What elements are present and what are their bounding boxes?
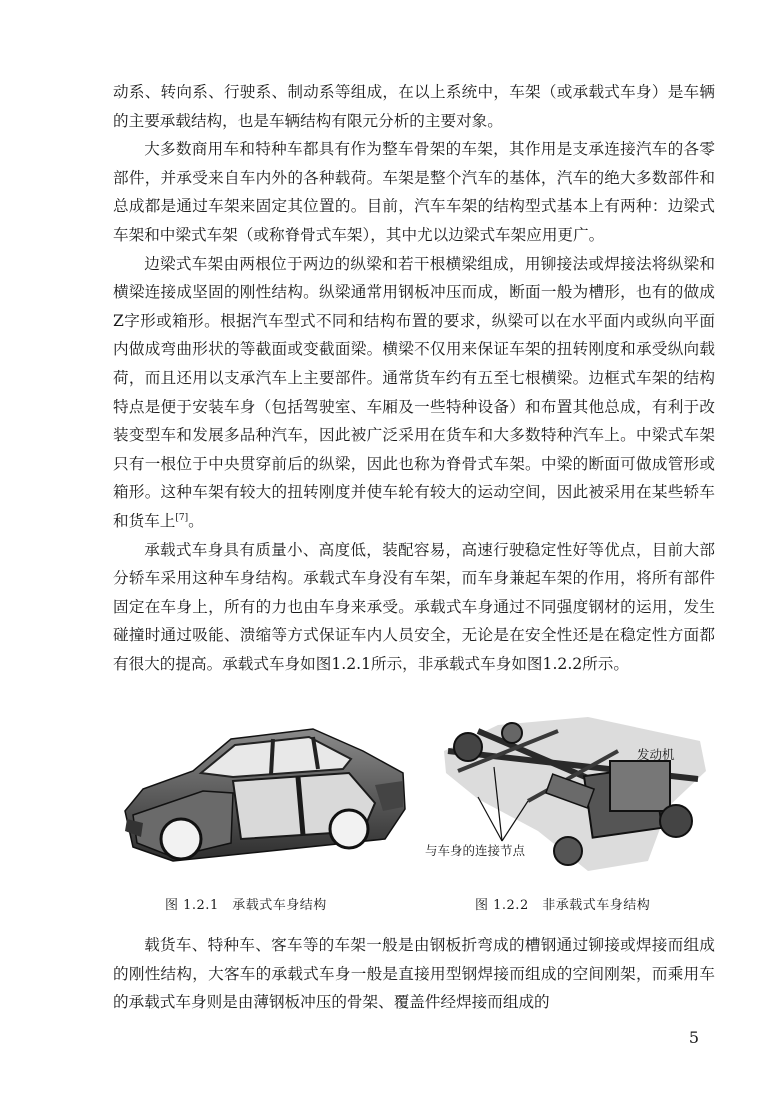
page-number: 5 [688,1028,699,1047]
callout-engine: 发动机 [637,747,675,762]
paragraph-1: 大多数商用车和特种车都具有作为整车骨架的车架，其作用是支承连接汽车的各零部件，并承受来自车内外的各种载荷。车架是整个汽车的基体，汽车的绝大多数部件和总成都是通过车架来固定其位置的。目前，汽车车架的结构型式基本上有两种：边梁式车架和中梁式车架（或称脊骨式车架），其中尤以边梁式车架应用更广。 [113,140,715,244]
paragraph-3: 承载式车身具有质量小、高度低，装配容易，高速行驶稳定性好等优点，目前大部分轿车采用这种车身结构。承载式车身没有车架，而车身兼起车架的作用，将所有部件固定在车身上，所有的力也由车身来承受。承载式车身通过不同强度钢材的运用，发生碰撞时通过吸能、溃缩等方式保证车内人员安全，无论是在安全性还是在稳定性方面都有很大的提高。承载式车身如图1.2.1所示，非承载式车身如图1.2.2所示。 [113,540,715,673]
paragraph-2-tail: 。 [188,511,204,530]
figure-row [113,711,715,911]
paragraph-2-text: 边梁式车架由两根位于两边的纵梁和若干根横梁组成，用铆接法或焊接法将纵梁和横梁连接成坚固的刚性结构。纵梁通常用钢板冲压而成，断面一般为槽形，也有的做成Z字形或箱形。根据汽车型式不同和结构布置的要求，纵梁可以在水平面内或纵向平面内做成弯曲形状的等截面或变截面梁。横梁不仅用来保证车架的扭转刚度和承受纵向载荷，而且还用以支承汽车上主要部件。通常货车约有五至七根横梁。边框式车架的结构特点是便于安装车身（包括驾驶室、车厢及一些特种设备）和布置其他总成，有利于改装变型车和发展多品种汽车，因此被广泛采用在货车和大多数特种汽车上。中梁式车架只有一根位于中央贯穿前后的纵梁，因此也称为脊骨式车架。中梁的断面可做成管形或箱形。这种车架有较大的扭转刚度并使车轮有较大的运动空间，因此被采用在某些轿车和货车上 [113,254,715,530]
figure-caption-1-2-1: 图 1.2.1 承载式车身结构 [165,898,327,913]
figure-caption-1-2-2: 图 1.2.2 非承载式车身结构 [475,898,651,913]
paragraph-0: 动系、转向系、行驶系、制动系等组成，在以上系统中，车架（或承载式车身）是车辆的主要承载结构，也是车辆结构有限元分析的主要对象。 [113,83,715,130]
callout-connection-nodes: 与车身的连接节点 [425,843,526,858]
body-text-top [113,78,715,678]
paragraph-2 [113,250,715,536]
unibody-car-body-image [113,711,413,881]
citation-ref: [7] [175,512,189,523]
paragraph-4: 载货车、特种车、客车等的车架一般是由钢板折弯成的槽钢通过铆接或焊接而组成的刚性结构，大客车的承载式车身一般是直接用型钢焊接而组成的空间刚架，而乘用车的承载式车身则是由薄钢板冲压的骨架、覆盖件经焊接而组成的 [113,936,715,1012]
body-text-bottom [113,931,715,1017]
